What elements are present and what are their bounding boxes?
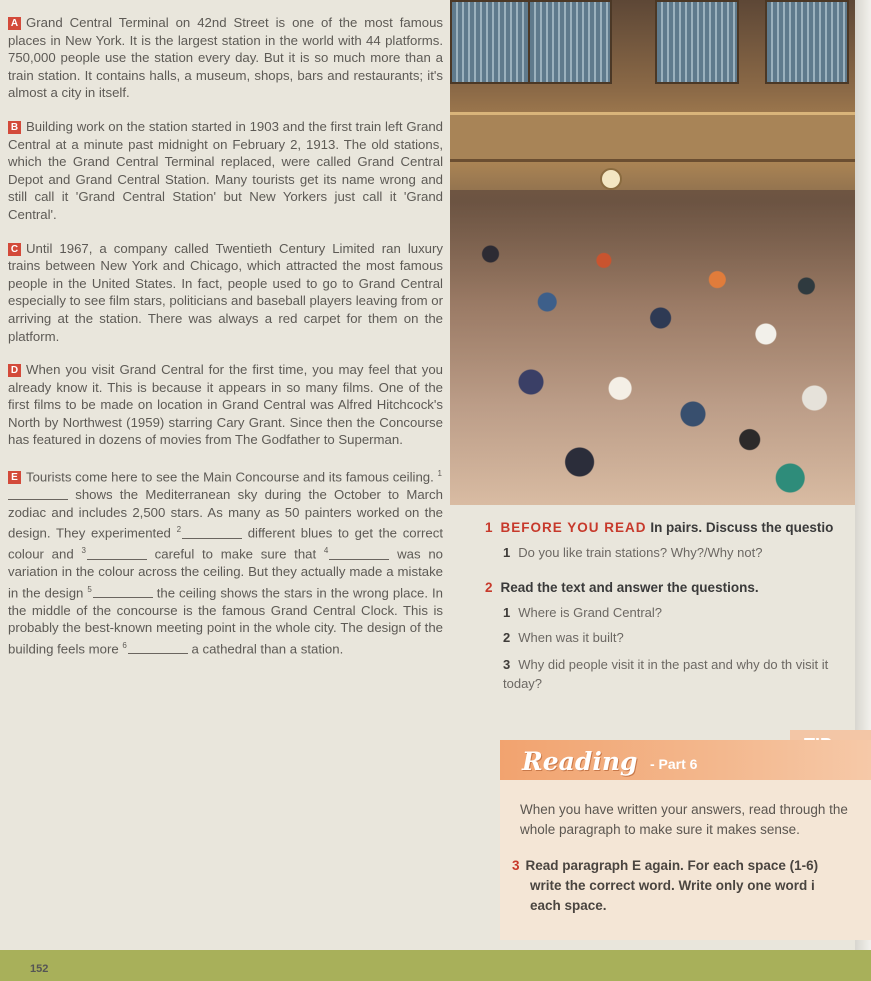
paragraph-e (8, 465, 443, 658)
task-line: write the correct word. Write only one word i (530, 878, 815, 893)
before-you-read-task (485, 520, 871, 535)
question-item (503, 630, 871, 645)
gap-blank-5[interactable] (93, 585, 153, 598)
window-pane (528, 0, 612, 84)
paragraph-b (8, 118, 443, 224)
paragraph-text: the ceiling shows the stars in the wrong place. In the middle of the concourse is the famous Grand Central Clock. This is probably the best-known meeting point in the whole city. The design of the building feels more (8, 585, 443, 657)
window-pane (450, 0, 534, 84)
paragraph-text: careful to make sure that (154, 546, 317, 562)
paragraph-marker: C (8, 243, 21, 256)
gap-number: 6 (122, 640, 127, 650)
question-text: Why did people visit it in the past and why do th visit it today? (503, 657, 829, 691)
question-item (503, 655, 863, 693)
gap-number: 2 (176, 525, 182, 535)
gap-blank-3[interactable] (87, 547, 147, 560)
before-question (503, 545, 871, 560)
task-instruction: In pairs. Discuss the questio (650, 520, 834, 535)
paragraph-text: different blues to get the correct colour and (8, 525, 443, 562)
task-number: 2 (485, 580, 493, 595)
grand-central-photo (450, 0, 855, 505)
question-text: When was it built? (518, 630, 624, 645)
window-pane (765, 0, 849, 84)
reading-part-label: - Part 6 (650, 756, 698, 772)
gap-number: 4 (323, 546, 329, 556)
tip-line: whole paragraph to make sure it makes sense. (520, 822, 800, 837)
question-item (503, 605, 871, 620)
task-2 (485, 580, 871, 595)
gap-number: 3 (81, 546, 86, 556)
question-list (485, 605, 871, 693)
tip-text (520, 800, 871, 840)
question-number: 1 (503, 545, 511, 560)
paragraph-text: Until 1967, a company called Twentieth Century Limited ran luxury trains between New York and Chicago, which attracted the most famous people in the United States. In fact, people used to go to Grand Central especially to see film stars, politicians and baseball players leaving from or arriving at the station. There was always a red carpet for them on the platform. (8, 240, 443, 344)
gap-blank-2[interactable] (182, 526, 242, 539)
gap-blank-1[interactable] (8, 487, 68, 500)
paragraph-text: Building work on the station started in 1903 and the first train left Grand Central at a minute past midnight on February 2, 1913. The old stations, which the Grand Central Terminal replaced, were called Grand Central Depot and Grand Central Station. Many tourists get its name wrong and still call it 'Grand Central Station' but New Yorkers just call it 'Grand Central'. (8, 118, 443, 222)
gap-blank-6[interactable] (128, 641, 188, 654)
question-number: 3 (503, 657, 511, 672)
question-number: 1 (503, 605, 511, 620)
paragraph-marker: E (8, 471, 21, 484)
paragraph-text: Grand Central Terminal on 42nd Street is one of the most famous places in New York. It is the largest station in the world with 44 platforms. 750,000 people use the station every day. But it is so much more than a train station. It contains halls, a museum, shops, bars and restaurants; it's almost a city in itself. (8, 15, 443, 101)
paragraph-text: shows the Mediterranean sky during the October to March zodiac and includes 2,500 stars. As many as 50 painters worked on the design. They experimented (8, 487, 443, 541)
paragraph-marker: A (8, 17, 21, 30)
article-column (8, 14, 443, 674)
question-text: Where is Grand Central? (518, 605, 663, 620)
paragraph-d (8, 361, 443, 449)
paragraph-a (8, 14, 443, 102)
task-number: 1 (485, 520, 493, 535)
question-text: Do you like train stations? Why?/Why not? (518, 545, 763, 560)
crowd (450, 190, 855, 505)
gap-number: 5 (87, 584, 92, 594)
page-number: 152 (30, 963, 49, 975)
paragraph-marker: B (8, 121, 21, 134)
paragraph-marker: D (8, 364, 21, 377)
task-keyword: BEFORE YOU READ (500, 520, 647, 535)
paragraph-text: When you visit Grand Central for the first time, you may feel that you already know it. This is because it appears in so many films. One of the first films to be made on location in Grand Central was Alfred Hitchcock's North by Northwest (1959) starring Cary Grant. Since then the Concourse has featured in dozens of movies from The Godfather to Superman. (8, 362, 443, 448)
window-pane (655, 0, 739, 84)
task-line: Read paragraph E again. For each space (1-6) (525, 858, 819, 873)
gap-number: 1 (437, 469, 442, 479)
task-instruction: Read the text and answer the questions. (500, 580, 759, 595)
balcony (450, 112, 855, 162)
tip-line: When you have written your answers, read through the (520, 802, 848, 817)
task-3 (512, 856, 871, 916)
paragraph-c (8, 240, 443, 346)
question-number: 2 (503, 630, 511, 645)
task-number: 3 (512, 858, 520, 873)
exercises-column (485, 520, 871, 693)
paragraph-text: Tourists come here to see the Main Concourse and its famous ceiling. (26, 469, 434, 485)
paragraph-text: was no variation in the colour across the ceiling. But they actually made a mistake in the design (8, 546, 444, 601)
reading-title: Reading (522, 747, 638, 776)
task-line: each space. (530, 898, 607, 913)
paragraph-text: a cathedral than a station. (191, 641, 344, 657)
gap-blank-4[interactable] (329, 547, 389, 560)
clock-icon (600, 168, 622, 190)
